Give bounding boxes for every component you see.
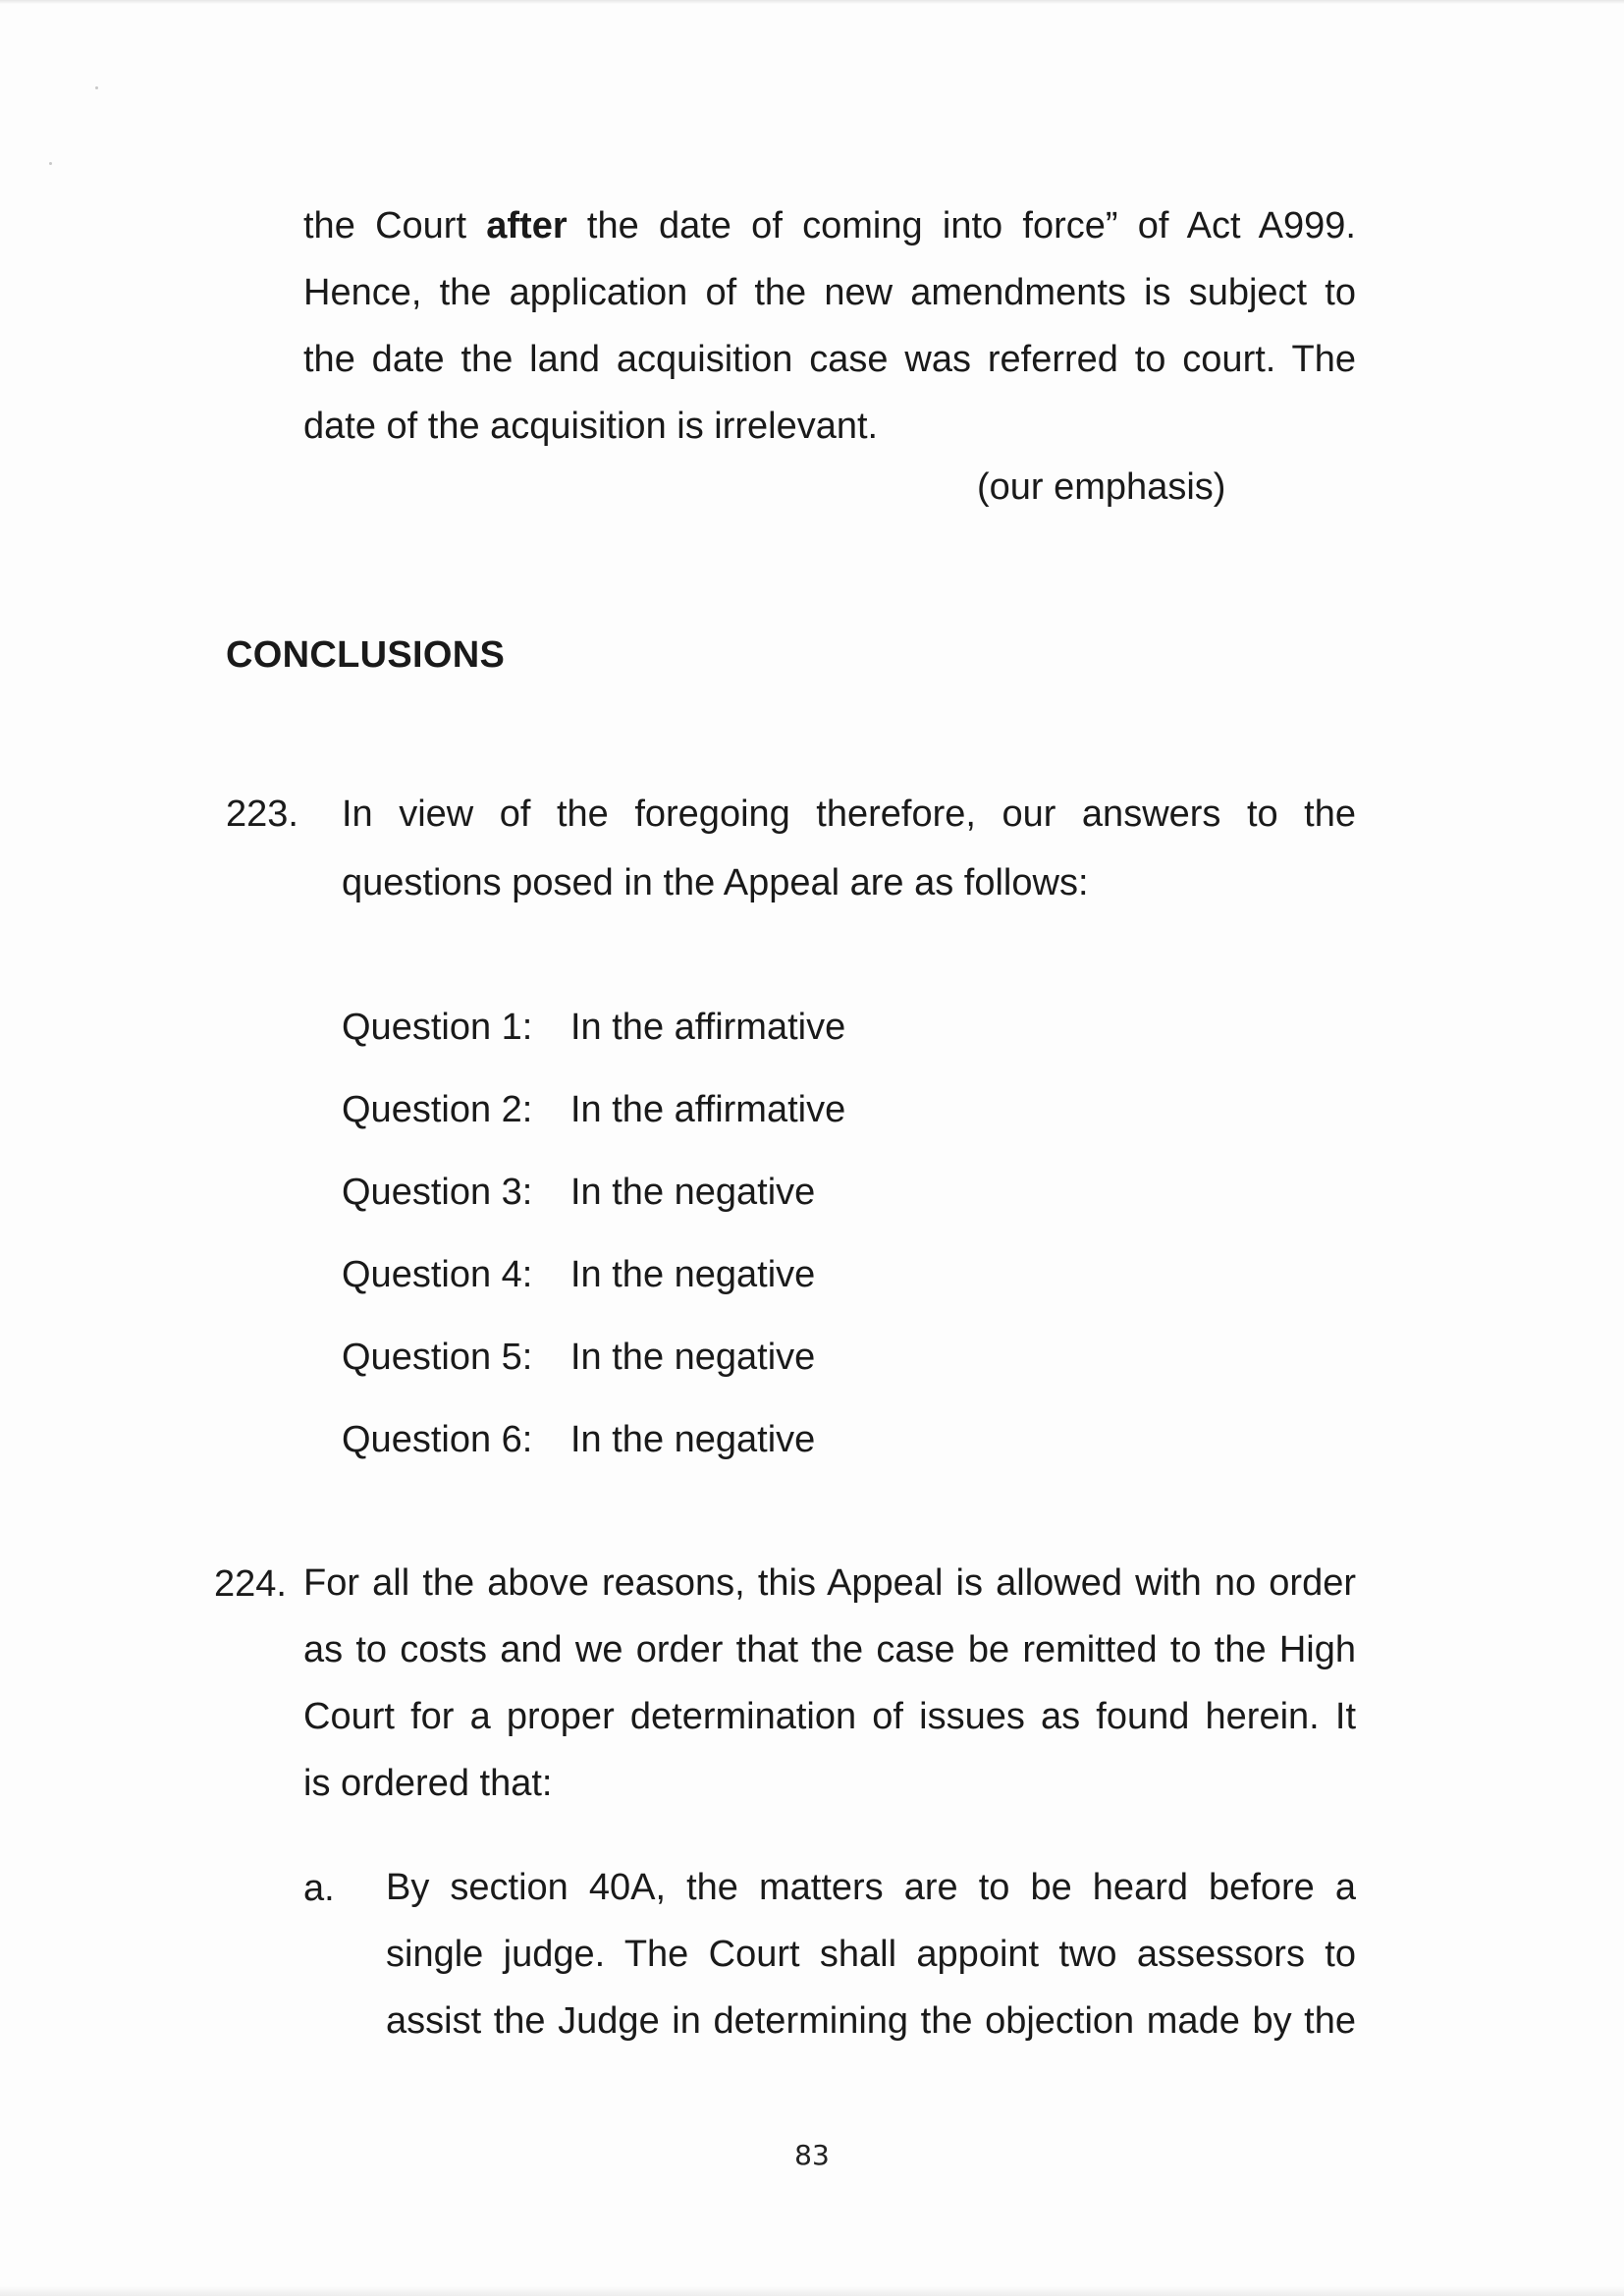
quote-line-2: Hence, the application of the new amendments is subject to (303, 272, 1356, 313)
scan-top-edge (0, 0, 1624, 4)
page-number: 83 (794, 2139, 830, 2171)
section-heading: CONCLUSIONS (226, 634, 506, 676)
question-label: Question 1: (342, 1006, 533, 1048)
quote-text: the date of coming into force” of Act A999. (567, 205, 1356, 246)
answer-row (342, 1233, 845, 1316)
paragraph-number: 224. (214, 1563, 287, 1605)
answer-value: In the negative (570, 1253, 816, 1295)
sub-item-body (386, 1854, 1356, 2054)
quote-line-1 (303, 192, 1356, 259)
answer-row (342, 1151, 845, 1233)
paragraph-line: For all the above reasons, this Appeal is allowed with no order (303, 1562, 1356, 1604)
sub-item-line: single judge. The Court shall appoint two assessors to (386, 1934, 1356, 1975)
quote-text: the Court (303, 205, 487, 246)
answer-row (342, 986, 845, 1068)
paragraph-line: Court for a proper determination of issues as found herein. It (303, 1696, 1356, 1737)
quote-line-3: the date the land acquisition case was referred to court. The (303, 339, 1356, 380)
answer-row (342, 1316, 845, 1398)
answer-value: In the negative (570, 1418, 816, 1460)
sub-item-line: assist the Judge in determining the objection made by the (386, 2000, 1356, 2042)
question-label: Question 3: (342, 1171, 533, 1213)
question-label: Question 5: (342, 1336, 533, 1378)
paragraph-line: is ordered that: (303, 1763, 553, 1804)
quoted-passage (303, 192, 1356, 460)
question-label: Question 4: (342, 1253, 533, 1295)
paragraph-body (303, 1550, 1356, 1817)
answer-value: In the negative (570, 1171, 816, 1213)
answer-value: In the affirmative (570, 1088, 846, 1130)
answer-row (342, 1398, 845, 1481)
answer-value: In the affirmative (570, 1006, 846, 1048)
scan-bottom-edge (0, 2286, 1624, 2296)
answers-list (342, 986, 845, 1481)
paragraph-number: 223. (226, 793, 298, 835)
sub-item-line: By section 40A, the matters are to be heard before a (386, 1867, 1356, 1908)
scan-speck (49, 162, 52, 165)
answer-row (342, 1068, 845, 1151)
scan-speck (95, 86, 98, 89)
paragraph-body (342, 780, 1356, 917)
quote-line-4: date of the acquisition is irrelevant. (303, 406, 879, 447)
question-label: Question 2: (342, 1088, 533, 1130)
emphasis-note: (our emphasis) (977, 466, 1226, 508)
paragraph-line: as to costs and we order that the case be remitted to the High (303, 1629, 1356, 1670)
paragraph-line: In view of the foregoing therefore, our answers to the (342, 793, 1356, 835)
emphasized-word: after (486, 205, 568, 246)
sub-item-label: a. (303, 1868, 335, 1909)
answer-value: In the negative (570, 1336, 816, 1378)
paragraph-line: questions posed in the Appeal are as follows: (342, 862, 1089, 903)
question-label: Question 6: (342, 1418, 533, 1460)
